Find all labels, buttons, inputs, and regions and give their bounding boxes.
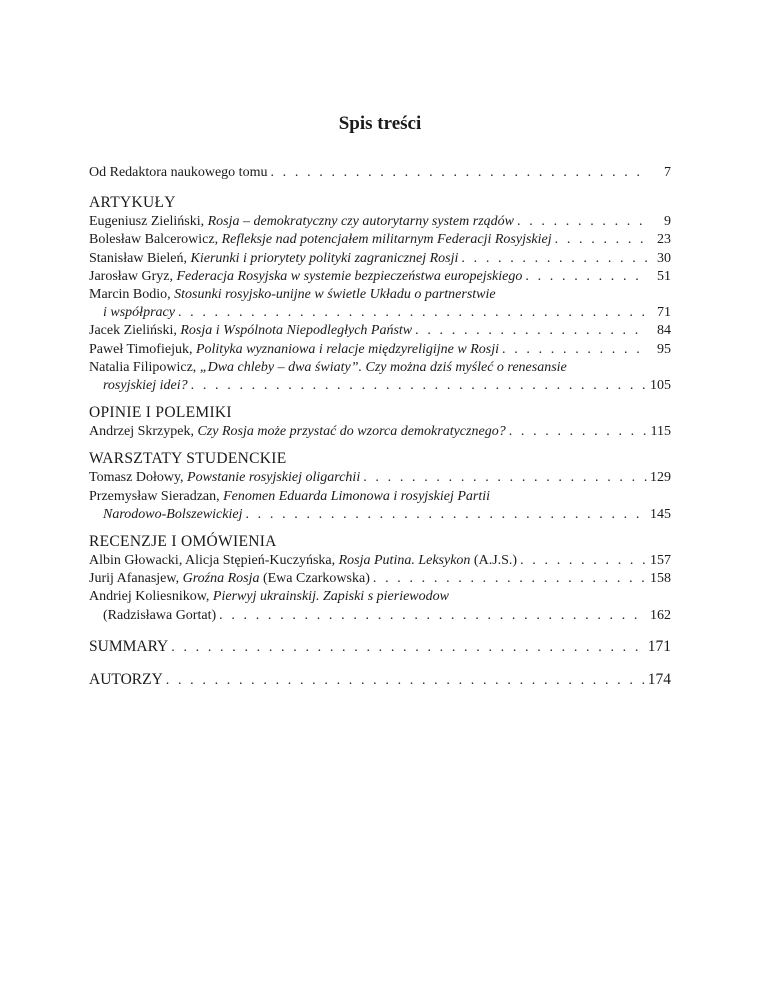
entry-title: Refleksje nad potencjałem militarnym Federacji Rosyjskiej: [221, 232, 552, 248]
page-number: 145: [650, 506, 671, 522]
dot-leader: [555, 231, 648, 249]
page-number: 9: [664, 214, 671, 230]
entry-title: Rosja – demokratyczny czy autorytarny system rządów: [207, 214, 514, 230]
section-heading-warsztaty: WARSZTATY STUDENCKIE: [89, 450, 287, 468]
entry-author: Natalia Filipowicz,: [89, 359, 200, 375]
toc-entry: [89, 423, 671, 441]
entry-author: Paweł Timofiejuk,: [89, 341, 196, 357]
page-number: 7: [664, 165, 671, 180]
toc-entry: [89, 250, 671, 268]
dot-leader: [517, 213, 648, 231]
entry-author: Andriej Koliesnikow,: [89, 589, 213, 605]
entry-title: „Dwa chleby – dwa światy”. Czy można dziś myśleć o renesansie: [199, 359, 567, 375]
dot-leader: [191, 377, 647, 395]
page-number: 71: [657, 305, 671, 321]
entry-title: Pierwyj ukrainskij. Zapiski s pieriewodow: [212, 589, 449, 605]
toc-entry: [89, 231, 671, 249]
toc-entry-continuation: [89, 304, 671, 322]
entry-reviewer: (A.J.S.): [470, 553, 518, 569]
entry-author: Eugeniusz Zieliński,: [89, 214, 208, 230]
entry-title: Czy Rosja może przystać do wzorca demokratycznego?: [197, 424, 506, 440]
entry-author: Tomasz Dołowy,: [89, 470, 188, 486]
section-heading-recenzje: RECENZJE I OMÓWIENIA: [89, 533, 277, 551]
entry-title: Fenomen Eduarda Limonowa i rosyjskiej Partii: [223, 488, 491, 504]
dot-leader: [178, 304, 648, 322]
entry-reviewer: (Radzisława Gortat): [103, 607, 217, 623]
entry-author: Bolesław Balcerowicz,: [89, 232, 222, 248]
toc-entry-first-line: [89, 359, 671, 377]
entry-title: Powstanie rosyjskiej oligarchii: [187, 470, 361, 486]
page-number: 95: [657, 341, 671, 357]
entry-title: Rosja Putina. Leksykon: [338, 553, 471, 569]
entry-title-cont: i współpracy: [103, 305, 175, 321]
entry-title: Rosja i Wspólnota Niepodległych Państw: [180, 323, 413, 339]
page-number: 158: [650, 571, 671, 587]
page-number: 105: [650, 378, 671, 394]
page-number: 30: [657, 250, 671, 266]
entry-title: Federacja Rosyjska w systemie bezpieczeństwa europejskiego: [176, 268, 523, 284]
dot-leader: [502, 341, 648, 359]
dot-leader: [363, 469, 647, 487]
entry-reviewer: (Ewa Czarkowska): [259, 571, 370, 587]
page-number: 129: [650, 470, 671, 486]
toc-entry-first-line: [89, 588, 671, 606]
entry-author: Marcin Bodio,: [89, 287, 175, 303]
page-number: 162: [650, 607, 671, 623]
page-number: 84: [657, 323, 671, 339]
toc-entry: [89, 268, 671, 286]
toc-entry-first-line: [89, 488, 671, 506]
entry-author: Jurij Afanasjew,: [89, 571, 183, 587]
toc-entry: [89, 213, 671, 231]
page-title: Spis treści: [338, 113, 422, 134]
dot-leader: [415, 322, 648, 340]
dot-leader: [245, 506, 647, 524]
table-of-contents: [89, 164, 671, 691]
page-number: 174: [647, 670, 671, 688]
dot-leader: [520, 552, 647, 570]
toc-entry-first-line: [89, 286, 671, 304]
entry-title-cont: rosyjskiej idei?: [103, 378, 188, 394]
toc-entry: [89, 322, 671, 340]
dot-leader: [171, 638, 645, 658]
toc-entry: [89, 570, 671, 588]
entry-title: Groźna Rosja: [182, 571, 260, 587]
entry-author: Stanisław Bieleń,: [89, 250, 191, 266]
dot-leader: [373, 570, 647, 588]
entry-author: Andrzej Skrzypek,: [89, 424, 198, 440]
entry-title-cont: Narodowo-Bolszewickiej: [103, 506, 243, 522]
toc-entry-autorzy: [89, 670, 671, 691]
section-heading-opinie: OPINIE I POLEMIKI: [89, 404, 232, 422]
page-number: 157: [650, 553, 671, 569]
page-number: 23: [657, 232, 671, 248]
entry-author: Albin Głowacki, Alicja Stępień-Kuczyńska,: [89, 553, 339, 569]
section-heading-artykuly: ARTYKUŁY: [89, 194, 176, 212]
dot-leader: [525, 268, 648, 286]
entry-title: Kierunki i priorytety polityki zagranicznej Rosji: [190, 250, 459, 266]
entry-author: Przemysław Sieradzan,: [89, 488, 224, 504]
dot-leader: [219, 607, 647, 625]
page-number: 115: [650, 424, 671, 440]
dot-leader: [461, 250, 648, 268]
toc-entry: [89, 469, 671, 487]
toc-entry-continuation: [89, 607, 671, 625]
dot-leader: [509, 423, 648, 441]
toc-entry-intro: [89, 164, 671, 182]
toc-entry-continuation: [89, 377, 671, 395]
entry-title: Polityka wyznaniowa i relacje międzyreligijne w Rosji: [195, 341, 499, 357]
entry-text: AUTORZY: [89, 670, 163, 688]
entry-author: Jacek Zieliński,: [89, 323, 181, 339]
entry-text: Od Redaktora naukowego tomu: [89, 165, 268, 180]
page-number: 51: [657, 268, 671, 284]
page-number: 171: [647, 637, 671, 655]
entry-title: Stosunki rosyjsko-unijne w świetle Układu o partnerstwie: [174, 287, 496, 303]
entry-author: Jarosław Gryz,: [89, 268, 177, 284]
toc-entry: [89, 552, 671, 570]
dot-leader: [270, 164, 648, 182]
dot-leader: [166, 671, 645, 691]
toc-entry: [89, 341, 671, 359]
entry-text: SUMMARY: [89, 637, 169, 655]
toc-entry-summary: [89, 637, 671, 658]
toc-entry-continuation: [89, 506, 671, 524]
